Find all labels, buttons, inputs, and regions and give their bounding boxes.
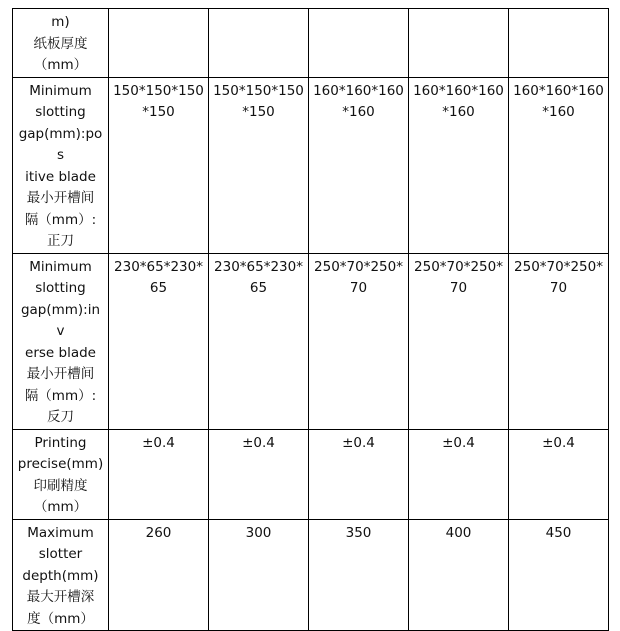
value-cell: ±0.4	[409, 429, 509, 519]
value-cell: 450	[509, 519, 609, 631]
value-cell: 260	[109, 519, 209, 631]
value-cell: 160*160*160*160	[309, 77, 409, 253]
label-line: slotting	[35, 280, 86, 296]
label-line: gap(mm):inv	[20, 301, 101, 339]
value-cell: ±0.4	[509, 429, 609, 519]
value-cell: 230*65*230*65	[109, 253, 209, 429]
label-line: erse blade	[25, 344, 96, 361]
label-line: Maximum	[27, 524, 94, 541]
table-row-printing-precision	[13, 429, 609, 519]
value-cell: ±0.4	[109, 429, 209, 519]
label-line: depth(mm)	[22, 567, 99, 584]
value-cell	[509, 9, 609, 78]
label-line: Minimum	[29, 258, 92, 275]
label-line: gap(mm):pos	[18, 125, 103, 163]
value-cell: ±0.4	[309, 429, 409, 519]
value-cell: 300	[209, 519, 309, 631]
label-line: 最小开槽间	[26, 190, 95, 206]
label-line: 最小开槽间	[26, 366, 95, 382]
label-line: 隔（mm）:	[24, 387, 97, 404]
label-line: 纸板厚度	[33, 35, 88, 52]
value-cell	[409, 9, 509, 78]
label-line: 隔（mm）:	[24, 211, 97, 228]
label-line: 正刀	[47, 233, 74, 249]
value-cell: 250*70*250*70	[509, 253, 609, 429]
table-row-board-thickness	[13, 9, 609, 78]
spec-table	[12, 8, 609, 631]
value-cell: 350	[309, 519, 409, 631]
value-cell: 250*70*250*70	[309, 253, 409, 429]
label-line: m)	[51, 14, 70, 30]
value-cell: 250*70*250*70	[409, 253, 509, 429]
label-line: （mm）	[33, 57, 88, 73]
label-line: Printing	[34, 434, 87, 451]
row-label-printing-precision	[13, 429, 109, 519]
label-line: 反刀	[47, 409, 74, 425]
value-cell	[109, 9, 209, 78]
value-cell: 160*160*160*160	[409, 77, 509, 253]
label-line: itive blade	[25, 168, 96, 185]
row-label-inverse-blade	[13, 253, 109, 429]
label-line: 度（mm）	[27, 610, 94, 627]
label-line: Minimum	[29, 82, 92, 99]
value-cell	[309, 9, 409, 78]
label-line: 印刷精度	[33, 477, 88, 494]
table-row-slotter-depth	[13, 519, 609, 631]
value-cell: 400	[409, 519, 509, 631]
table-row-positive-blade	[13, 77, 609, 253]
value-cell: 150*150*150*150	[109, 77, 209, 253]
table-row-inverse-blade	[13, 253, 609, 429]
label-line: precise(mm)	[17, 456, 104, 472]
value-cell: 150*150*150*150	[209, 77, 309, 253]
value-cell: 230*65*230*65	[209, 253, 309, 429]
value-cell	[209, 9, 309, 78]
label-line: slotter	[38, 546, 83, 562]
label-line: slotting	[35, 104, 86, 120]
row-label-board-thickness	[13, 9, 109, 78]
label-line: 最大开槽深	[26, 589, 95, 605]
label-line: （mm）	[33, 499, 88, 515]
row-label-slotter-depth	[13, 519, 109, 631]
value-cell: ±0.4	[209, 429, 309, 519]
value-cell: 160*160*160*160	[509, 77, 609, 253]
row-label-positive-blade	[13, 77, 109, 253]
